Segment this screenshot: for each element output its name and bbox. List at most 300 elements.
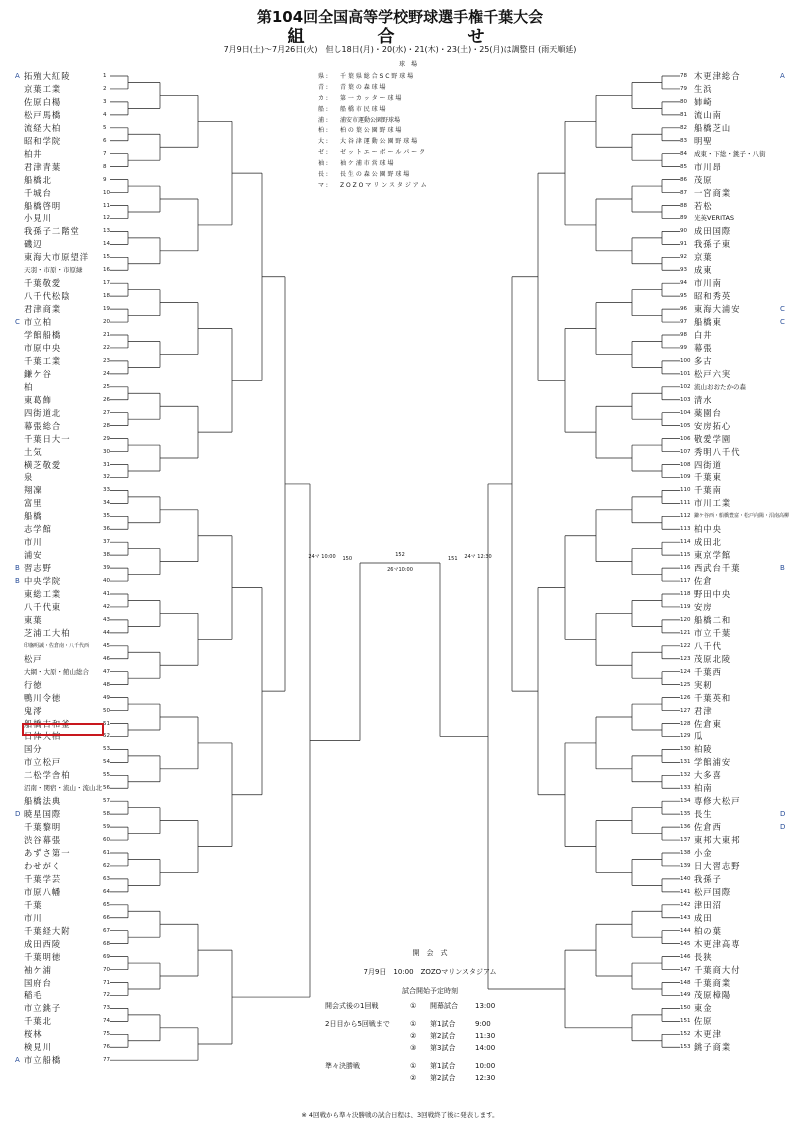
team-number: 105 bbox=[680, 422, 691, 429]
seed-marker: D bbox=[780, 823, 786, 832]
team-name: 日大習志野 bbox=[694, 860, 741, 871]
start-time-c: 第1試合 bbox=[430, 1020, 456, 1028]
team-name: 学館船橋 bbox=[24, 330, 62, 340]
team-number: 119 bbox=[680, 603, 691, 610]
start-time-a: 2日目から5回戦まで bbox=[325, 1020, 390, 1028]
seed-marker: C bbox=[780, 305, 785, 314]
team-name: 四街道北 bbox=[24, 407, 62, 418]
team-number: 150 bbox=[680, 1005, 691, 1012]
team-number: 16 bbox=[103, 267, 110, 274]
team-name: 千葉工業 bbox=[24, 355, 62, 366]
team-name: 大多喜 bbox=[694, 770, 722, 781]
team-number: 135 bbox=[680, 811, 691, 818]
team-number: 2 bbox=[103, 85, 107, 92]
team-number: 144 bbox=[680, 927, 691, 934]
team-number: 23 bbox=[103, 357, 110, 364]
start-time-d: 10:00 bbox=[475, 1062, 496, 1070]
team-name: 千葉 bbox=[24, 899, 43, 910]
team-number: 151 bbox=[680, 1018, 691, 1025]
highlight-box bbox=[22, 723, 104, 736]
team-name: 東総工業 bbox=[24, 589, 62, 599]
page-title: 第104回全国高等学校野球選手権千葉大会 bbox=[256, 8, 544, 26]
team-number: 142 bbox=[680, 901, 691, 908]
team-number: 153 bbox=[680, 1044, 691, 1051]
team-number: 91 bbox=[680, 241, 687, 248]
team-name: 佐原 bbox=[694, 1016, 713, 1027]
venue-name: 浦安市運動公園野球場 bbox=[340, 116, 401, 124]
team-name: 東海大市原望洋 bbox=[24, 252, 90, 263]
team-name: 長狭 bbox=[694, 951, 713, 962]
team-number: 139 bbox=[680, 862, 691, 869]
team-name: 市川昂 bbox=[694, 161, 722, 172]
opening-line: 7月9日 10:00 ZOZOマリンスタジアム bbox=[363, 968, 497, 976]
start-time-d: 12:30 bbox=[475, 1074, 496, 1082]
team-name: 成田 bbox=[694, 912, 713, 923]
team-number: 143 bbox=[680, 914, 691, 921]
start-time-b: ① bbox=[410, 1002, 417, 1010]
team-name: 長生 bbox=[694, 809, 713, 820]
team-name: 日体大柏 bbox=[24, 731, 62, 742]
seed-marker: B bbox=[780, 564, 785, 573]
team-number: 24 bbox=[103, 370, 110, 377]
team-name: 袖ケ浦 bbox=[24, 964, 52, 975]
team-number: 93 bbox=[680, 267, 687, 274]
seed-marker: A bbox=[780, 72, 785, 80]
team-number: 88 bbox=[680, 202, 687, 209]
team-number: 41 bbox=[103, 591, 110, 597]
team-number: 99 bbox=[680, 344, 687, 351]
team-number: 108 bbox=[680, 461, 691, 468]
team-name: 土気 bbox=[24, 446, 43, 457]
team-number: 152 bbox=[680, 1031, 691, 1038]
start-time-b: ② bbox=[410, 1074, 417, 1082]
team-number: 125 bbox=[680, 681, 691, 688]
team-name: 松戸国際 bbox=[694, 886, 732, 897]
game-label: 26マ10:00 bbox=[387, 567, 413, 573]
team-name: 野田中央 bbox=[694, 589, 732, 599]
team-name: 薬園台 bbox=[694, 407, 722, 418]
team-number: 104 bbox=[680, 409, 691, 416]
team-number: 94 bbox=[680, 280, 687, 287]
team-number: 12 bbox=[103, 215, 110, 222]
venue-key: マ : bbox=[318, 181, 328, 189]
team-number: 124 bbox=[680, 668, 691, 675]
team-number: 10 bbox=[103, 189, 110, 196]
team-name: 船橋東 bbox=[694, 317, 722, 328]
start-time-c: 第2試合 bbox=[430, 1032, 456, 1040]
schedule-period: 7月9日(土)〜7月26日(火) 但し18日(月)・20(水)・21(木)・23(土)・25(月)は調整日 (雨天順延) bbox=[223, 45, 577, 54]
team-number: 120 bbox=[680, 616, 691, 623]
team-number: 80 bbox=[680, 98, 687, 105]
team-number: 62 bbox=[103, 862, 110, 869]
team-name: 千葉東 bbox=[694, 472, 722, 483]
team-name: 佐原白楊 bbox=[24, 96, 62, 107]
team-number: 126 bbox=[680, 694, 691, 701]
team-number: 75 bbox=[103, 1031, 110, 1038]
team-number: 45 bbox=[103, 642, 110, 649]
team-number: 44 bbox=[103, 629, 110, 636]
team-name: 木更津高専 bbox=[694, 938, 741, 949]
team-number: 11 bbox=[103, 202, 110, 209]
team-name: 実籾 bbox=[694, 679, 713, 690]
team-name: 流山南 bbox=[694, 109, 722, 120]
team-name: 磯辺 bbox=[24, 239, 43, 250]
team-number: 4 bbox=[103, 111, 107, 118]
seed-marker: C bbox=[15, 318, 20, 327]
venue-name: 袖 ケ 浦 市 営 球 場 bbox=[340, 160, 394, 168]
team-number: 13 bbox=[103, 228, 110, 235]
team-name: 茂原樟陽 bbox=[694, 990, 732, 1001]
team-number: 26 bbox=[103, 396, 110, 403]
start-time-row bbox=[325, 1031, 535, 1043]
team-number: 29 bbox=[103, 435, 110, 442]
start-time-d: 14:00 bbox=[475, 1044, 496, 1052]
team-number: 3 bbox=[103, 98, 107, 105]
team-name: 市立柏 bbox=[24, 317, 52, 328]
team-number: 90 bbox=[680, 228, 687, 235]
team-number: 83 bbox=[680, 137, 687, 144]
team-name: 東海大浦安 bbox=[694, 304, 741, 315]
start-time-b: ③ bbox=[410, 1044, 417, 1052]
team-number: 28 bbox=[103, 422, 110, 429]
team-name: わせがく bbox=[24, 860, 62, 871]
team-name: 津田沼 bbox=[694, 899, 722, 910]
team-number: 14 bbox=[103, 241, 110, 248]
team-name: 一宮商業 bbox=[694, 187, 732, 198]
start-time-row bbox=[325, 1001, 535, 1013]
team-name: 中央学院 bbox=[24, 576, 62, 587]
team-number: 97 bbox=[680, 319, 687, 326]
team-name: 千葉黎明 bbox=[24, 822, 62, 833]
team-name: 姉崎 bbox=[694, 96, 713, 107]
team-number: 37 bbox=[103, 539, 110, 546]
team-number: 21 bbox=[103, 332, 110, 338]
team-name: 君津 bbox=[694, 705, 713, 716]
team-name: 富里 bbox=[24, 498, 43, 509]
team-name: 千葉経大附 bbox=[24, 925, 71, 936]
start-time-a: 準々決勝戦 bbox=[325, 1062, 360, 1070]
team-name: 瓜 bbox=[694, 731, 704, 742]
seed-marker: C bbox=[780, 318, 785, 327]
team-number: 85 bbox=[680, 163, 687, 170]
team-name: 柏中央 bbox=[694, 524, 722, 535]
team-name: 船橋北 bbox=[24, 174, 52, 185]
seed-marker: A bbox=[15, 1056, 20, 1065]
team-name: 船橋芝山 bbox=[694, 122, 732, 133]
seed-marker: B bbox=[15, 564, 20, 573]
team-number: 42 bbox=[103, 603, 110, 610]
team-name: 木更津 bbox=[694, 1029, 722, 1040]
team-number: 107 bbox=[680, 448, 691, 455]
venue-key: 青 : bbox=[318, 83, 328, 91]
team-number: 149 bbox=[680, 992, 691, 999]
venue-key: 長 : bbox=[318, 171, 328, 179]
team-name: 暁星国際 bbox=[24, 809, 62, 820]
game-label: 150 bbox=[342, 556, 352, 562]
team-number: 145 bbox=[680, 940, 691, 947]
team-name: 検見川 bbox=[24, 1042, 52, 1053]
team-number: 5 bbox=[103, 124, 107, 131]
team-number: 1 bbox=[103, 73, 107, 79]
team-number: 46 bbox=[103, 655, 110, 662]
team-number: 70 bbox=[103, 966, 110, 973]
team-name: 行徳 bbox=[24, 679, 43, 690]
team-name: 西武台千葉 bbox=[694, 563, 741, 574]
team-name: 市川 bbox=[24, 912, 43, 923]
start-time-row bbox=[325, 1073, 535, 1085]
team-name: 成田北 bbox=[694, 537, 722, 548]
seed-marker: B bbox=[15, 577, 20, 586]
team-name: 光英VERITAS bbox=[694, 214, 735, 223]
team-name: 若松 bbox=[694, 200, 713, 211]
team-name: 京葉工業 bbox=[24, 83, 62, 94]
team-name: 茂原 bbox=[694, 174, 713, 185]
team-name: 芝浦工大柏 bbox=[24, 627, 71, 638]
team-name: 明聖 bbox=[694, 135, 713, 146]
team-name: 佐倉 bbox=[694, 576, 713, 587]
venue-name: 長 生 の 森 公 園 野 球 場 bbox=[340, 171, 410, 179]
team-name: 千葉英和 bbox=[694, 692, 732, 703]
team-number: 76 bbox=[103, 1044, 110, 1051]
venue-key: 船 : bbox=[318, 105, 328, 113]
team-number: 122 bbox=[680, 642, 691, 649]
team-name: 柏の葉 bbox=[694, 925, 722, 936]
team-name: 秀明八千代 bbox=[694, 446, 741, 457]
team-number: 136 bbox=[680, 824, 691, 831]
team-name: 千城台 bbox=[24, 187, 52, 198]
team-number: 109 bbox=[680, 474, 691, 481]
team-name: 学館浦安 bbox=[694, 757, 732, 768]
team-number: 58 bbox=[103, 811, 110, 818]
team-name: 八千代松陰 bbox=[24, 291, 71, 302]
team-name: 横芝敬愛 bbox=[24, 459, 62, 470]
team-number: 61 bbox=[103, 850, 110, 856]
venue-name: 船 橋 市 民 球 場 bbox=[340, 105, 386, 113]
team-name: 浦安 bbox=[24, 550, 43, 561]
team-number: 27 bbox=[103, 409, 110, 416]
team-number: 115 bbox=[680, 552, 691, 559]
team-number: 84 bbox=[680, 150, 687, 157]
start-time-b: ① bbox=[410, 1062, 417, 1070]
opening-heading: 開 会 式 bbox=[412, 949, 448, 957]
team-number: 79 bbox=[680, 85, 687, 92]
team-number: 54 bbox=[103, 759, 110, 766]
team-name: 柏南 bbox=[694, 783, 713, 794]
start-time-d: 11:30 bbox=[475, 1032, 496, 1040]
team-number: 31 bbox=[103, 461, 110, 468]
team-name: 昭和学院 bbox=[24, 135, 62, 146]
team-number: 89 bbox=[680, 215, 687, 222]
team-number: 69 bbox=[103, 953, 110, 960]
team-name: 千葉学芸 bbox=[24, 873, 62, 884]
team-number: 96 bbox=[680, 306, 687, 313]
team-number: 127 bbox=[680, 707, 691, 714]
team-name: 市原八幡 bbox=[24, 886, 62, 897]
team-number: 40 bbox=[103, 578, 110, 585]
team-number: 131 bbox=[680, 759, 691, 766]
start-time-c: 第2試合 bbox=[430, 1074, 456, 1082]
seed-marker: D bbox=[780, 810, 786, 819]
venue-name: 青 葉 の 森 球 場 bbox=[340, 83, 386, 91]
team-name: 安房 bbox=[694, 601, 713, 612]
team-number: 78 bbox=[680, 73, 687, 79]
team-name: 船橋 bbox=[24, 511, 43, 522]
team-number: 111 bbox=[680, 500, 691, 507]
team-name: 泉 bbox=[24, 472, 34, 483]
team-number: 117 bbox=[680, 578, 691, 585]
start-time-a: 開会式後の1回戦 bbox=[325, 1002, 379, 1010]
team-number: 147 bbox=[680, 966, 691, 973]
team-name: 成田国際 bbox=[694, 226, 732, 237]
team-number: 146 bbox=[680, 953, 691, 960]
team-name: 小見川 bbox=[24, 213, 52, 224]
seed-marker: A bbox=[15, 72, 20, 80]
team-name: 鴨川令徳 bbox=[24, 692, 62, 703]
team-number: 72 bbox=[103, 992, 110, 999]
start-time-b: ② bbox=[410, 1032, 417, 1040]
team-number: 22 bbox=[103, 344, 110, 351]
team-number: 98 bbox=[680, 332, 687, 338]
team-name: 京葉 bbox=[694, 252, 713, 263]
team-name: 東京学館 bbox=[694, 550, 732, 561]
team-number: 140 bbox=[680, 875, 691, 882]
team-number: 138 bbox=[680, 850, 691, 856]
team-number: 60 bbox=[103, 837, 110, 844]
team-number: 15 bbox=[103, 254, 110, 261]
team-name: 木更津総合 bbox=[694, 71, 741, 81]
team-number: 56 bbox=[103, 785, 110, 792]
team-number: 73 bbox=[103, 1005, 110, 1012]
team-number: 57 bbox=[103, 798, 110, 805]
footnote: ※ 4回戦から準々決勝戦の試合日程は、3回戦終了後に発表します。 bbox=[301, 1111, 499, 1119]
team-name: 千葉日大一 bbox=[24, 433, 71, 444]
team-name: 市立松戸 bbox=[24, 757, 62, 768]
team-name: 清水 bbox=[694, 394, 713, 405]
team-number: 47 bbox=[103, 668, 110, 675]
team-number: 148 bbox=[680, 979, 691, 986]
venue-key: ゼ : bbox=[318, 149, 328, 157]
start-time-c: 第3試合 bbox=[430, 1044, 456, 1052]
team-name: 成東 bbox=[694, 265, 713, 276]
team-name: 大網・大原・館山総合 bbox=[24, 667, 89, 676]
start-time-c: 開幕試合 bbox=[430, 1002, 458, 1010]
team-number: 129 bbox=[680, 733, 691, 740]
team-name: 渋谷幕張 bbox=[24, 835, 62, 846]
team-name: 八千代 bbox=[694, 640, 722, 651]
team-number: 55 bbox=[103, 772, 110, 779]
team-number: 133 bbox=[680, 785, 691, 792]
venue-key: 柏 : bbox=[318, 127, 328, 135]
start-time-c: 第1試合 bbox=[430, 1062, 456, 1070]
team-name: 銚子商業 bbox=[694, 1042, 732, 1053]
team-name: 八千代東 bbox=[24, 601, 62, 612]
venue-name: 千 葉 県 総 合 S C 野 球 場 bbox=[340, 72, 414, 80]
start-time-heading: 試合開始予定時刻 bbox=[402, 987, 458, 995]
team-number: 130 bbox=[680, 746, 691, 753]
team-number: 77 bbox=[103, 1057, 110, 1064]
opening-ceremony-box bbox=[325, 948, 535, 1085]
team-name: 市立銚子 bbox=[24, 1003, 62, 1014]
team-number: 18 bbox=[103, 293, 110, 300]
game-label: 152 bbox=[395, 552, 405, 558]
team-name: 流山おおたかの森 bbox=[694, 382, 746, 391]
team-name: 沼南・関宿・流山・流山北 bbox=[24, 784, 102, 793]
team-number: 137 bbox=[680, 837, 691, 844]
team-name: 鬼澪 bbox=[24, 705, 43, 716]
team-name: 千葉商大付 bbox=[694, 964, 741, 975]
team-name: 生浜 bbox=[694, 83, 713, 94]
venue-name: 第 一 カ ッ タ ー 球 場 bbox=[340, 94, 402, 102]
team-number: 141 bbox=[680, 888, 691, 895]
team-number: 103 bbox=[680, 396, 691, 403]
seed-marker: D bbox=[15, 810, 21, 819]
team-name: 佐倉西 bbox=[694, 822, 722, 833]
team-number: 92 bbox=[680, 254, 687, 261]
team-number: 132 bbox=[680, 772, 691, 779]
team-name: 敬愛学園 bbox=[694, 433, 732, 444]
team-number: 36 bbox=[103, 526, 110, 533]
team-number: 101 bbox=[680, 370, 691, 377]
team-number: 59 bbox=[103, 824, 110, 831]
team-number: 25 bbox=[103, 383, 110, 390]
team-name: 鎌ケ谷西・船橋豊富・松戸向陽・沼南高柳 bbox=[694, 513, 790, 520]
team-name: 拓殖大紅陵 bbox=[24, 71, 71, 81]
team-name: 千葉敬愛 bbox=[24, 278, 62, 289]
team-name: 習志野 bbox=[24, 563, 52, 574]
team-number: 9 bbox=[103, 176, 107, 183]
team-name: 多古 bbox=[694, 355, 713, 366]
team-number: 116 bbox=[680, 565, 691, 572]
team-number: 118 bbox=[680, 591, 691, 597]
start-time-d: 13:00 bbox=[475, 1002, 496, 1010]
team-number: 30 bbox=[103, 448, 110, 455]
team-name: 幕張総合 bbox=[24, 420, 62, 431]
team-name: 市川 bbox=[24, 537, 43, 548]
team-name: 東金 bbox=[694, 1003, 713, 1014]
venue-name: 柏 の 葉 公 園 野 球 場 bbox=[340, 127, 402, 135]
venue-key: 県 : bbox=[318, 72, 328, 80]
team-name: 千葉商業 bbox=[694, 977, 732, 988]
team-name: 船橋二和 bbox=[694, 614, 732, 625]
team-name: 千葉北 bbox=[24, 1016, 52, 1027]
team-name: 松戸 bbox=[24, 653, 43, 664]
team-name: 船橋古和釜 bbox=[24, 718, 71, 729]
team-name: 桜林 bbox=[24, 1029, 43, 1040]
team-number: 81 bbox=[680, 111, 687, 118]
team-number: 52 bbox=[103, 733, 110, 740]
team-name: 白井 bbox=[694, 330, 713, 340]
team-number: 114 bbox=[680, 539, 691, 546]
team-name: 翔凜 bbox=[24, 485, 43, 496]
team-name: 我孫子東 bbox=[694, 239, 732, 250]
team-name: 東葛飾 bbox=[24, 394, 52, 405]
team-number: 68 bbox=[103, 940, 110, 947]
team-name: 君津青葉 bbox=[24, 161, 62, 172]
team-name: 成東・下総・銚子・八街 bbox=[694, 149, 766, 158]
team-name: 幕張 bbox=[694, 342, 713, 353]
team-number: 20 bbox=[103, 319, 110, 326]
team-number: 134 bbox=[680, 798, 691, 805]
team-number: 33 bbox=[103, 487, 110, 494]
venue-key: 袖 : bbox=[318, 160, 328, 168]
team-name: 船橋啓明 bbox=[24, 200, 62, 211]
team-name: 二松学舎柏 bbox=[24, 770, 71, 781]
start-time-row bbox=[325, 1043, 535, 1055]
team-number: 51 bbox=[103, 720, 110, 727]
team-number: 64 bbox=[103, 888, 110, 895]
venue-name: Z O Z O マ リ ン ス タ ジ ア ム bbox=[340, 181, 427, 189]
team-name: 国府台 bbox=[24, 977, 52, 988]
